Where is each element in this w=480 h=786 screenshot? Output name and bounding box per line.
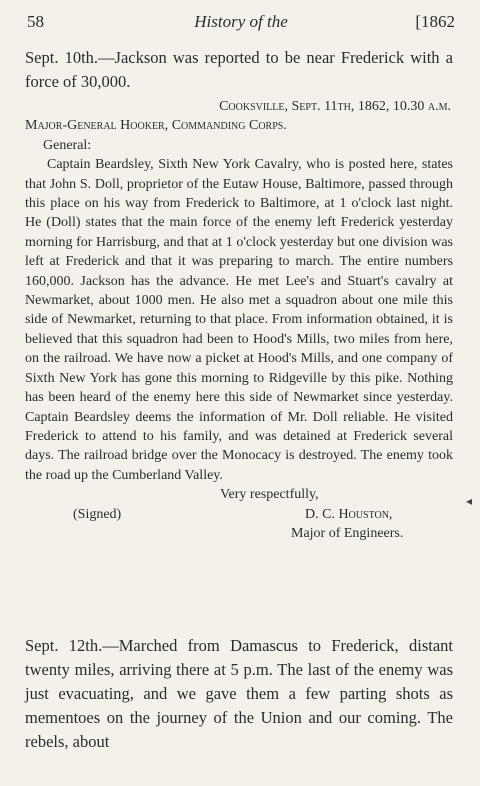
running-year: [1862 [415, 12, 455, 31]
letter [25, 97, 453, 543]
entry-sept-10 [25, 46, 453, 94]
margin-arrow-icon: ◂ [466, 494, 473, 508]
page-number: 58 [27, 12, 44, 31]
signature-name: D. C. Houston, [305, 506, 393, 522]
letter-closing: Very respectfully, [220, 487, 319, 503]
entry-sept-10-text: Sept. 10th.—Jackson was reported to be near Frederick with a force of 30,000. [25, 48, 453, 91]
signed-label: (Signed) [73, 506, 122, 522]
signature-rank: Major of Engineers. [291, 525, 404, 541]
letter-dateline: Cooksville, Sept. 11th, 1862, 10.30 a.m. [219, 99, 451, 114]
letter-salutation: General: [43, 137, 92, 153]
entry-sept-12-text: Sept. 12th.—Marched from Damascus to Frederick, distant twenty miles, arriving there at 5 p.m. The last of the enemy was just evacuating, and we gave them a few parting shots as mementoes on the journey of the Union and our coming. The rebels, about [25, 636, 453, 751]
signature-line [25, 505, 453, 524]
letter-body: Captain Beardsley, Sixth New York Cavalry, who is posted here, states that John S. Doll, proprietor of the Eutaw House, Baltimore, passed through this place on his way from Frederick to Baltimore, at 1 o'clock last night. He (Doll) states that the main force of the enemy left Frederick yesterday morning for Harrisburg, and that at 1 o'clock yesterday but one division was left at Frederick and that it was preparing to march. The entire numbers 160,000. Jackson has the advance. He met Lee's and Stuart's cavalry at Newmarket, about 1000 men. He also met a squadron about one mile this side of Newmarket, returning to that place. From information obtained, it is believed that this squadron had been to Hood's Mills, two miles from here, on the railroad. We have now a picket at Hood's Mills, and one company of Sixth New York has gone this morning to Ridgeville by this pike. Nothing has been heard of the enemy here this side of Newmarket since yesterday. Captain Beardsley deems the information of Mr. Doll reliable. He visited Frederick to attend to his family, and was detained at Frederick several days. The railroad bridge over the Monocacy is destroyed. The enemy took the road up the Cumberland Valley. [25, 157, 453, 483]
running-header [27, 12, 455, 34]
letter-addressee: Major-General Hooker, Commanding Corps. [25, 118, 287, 134]
entry-sept-12 [25, 634, 453, 754]
running-title: History of the [194, 12, 288, 31]
